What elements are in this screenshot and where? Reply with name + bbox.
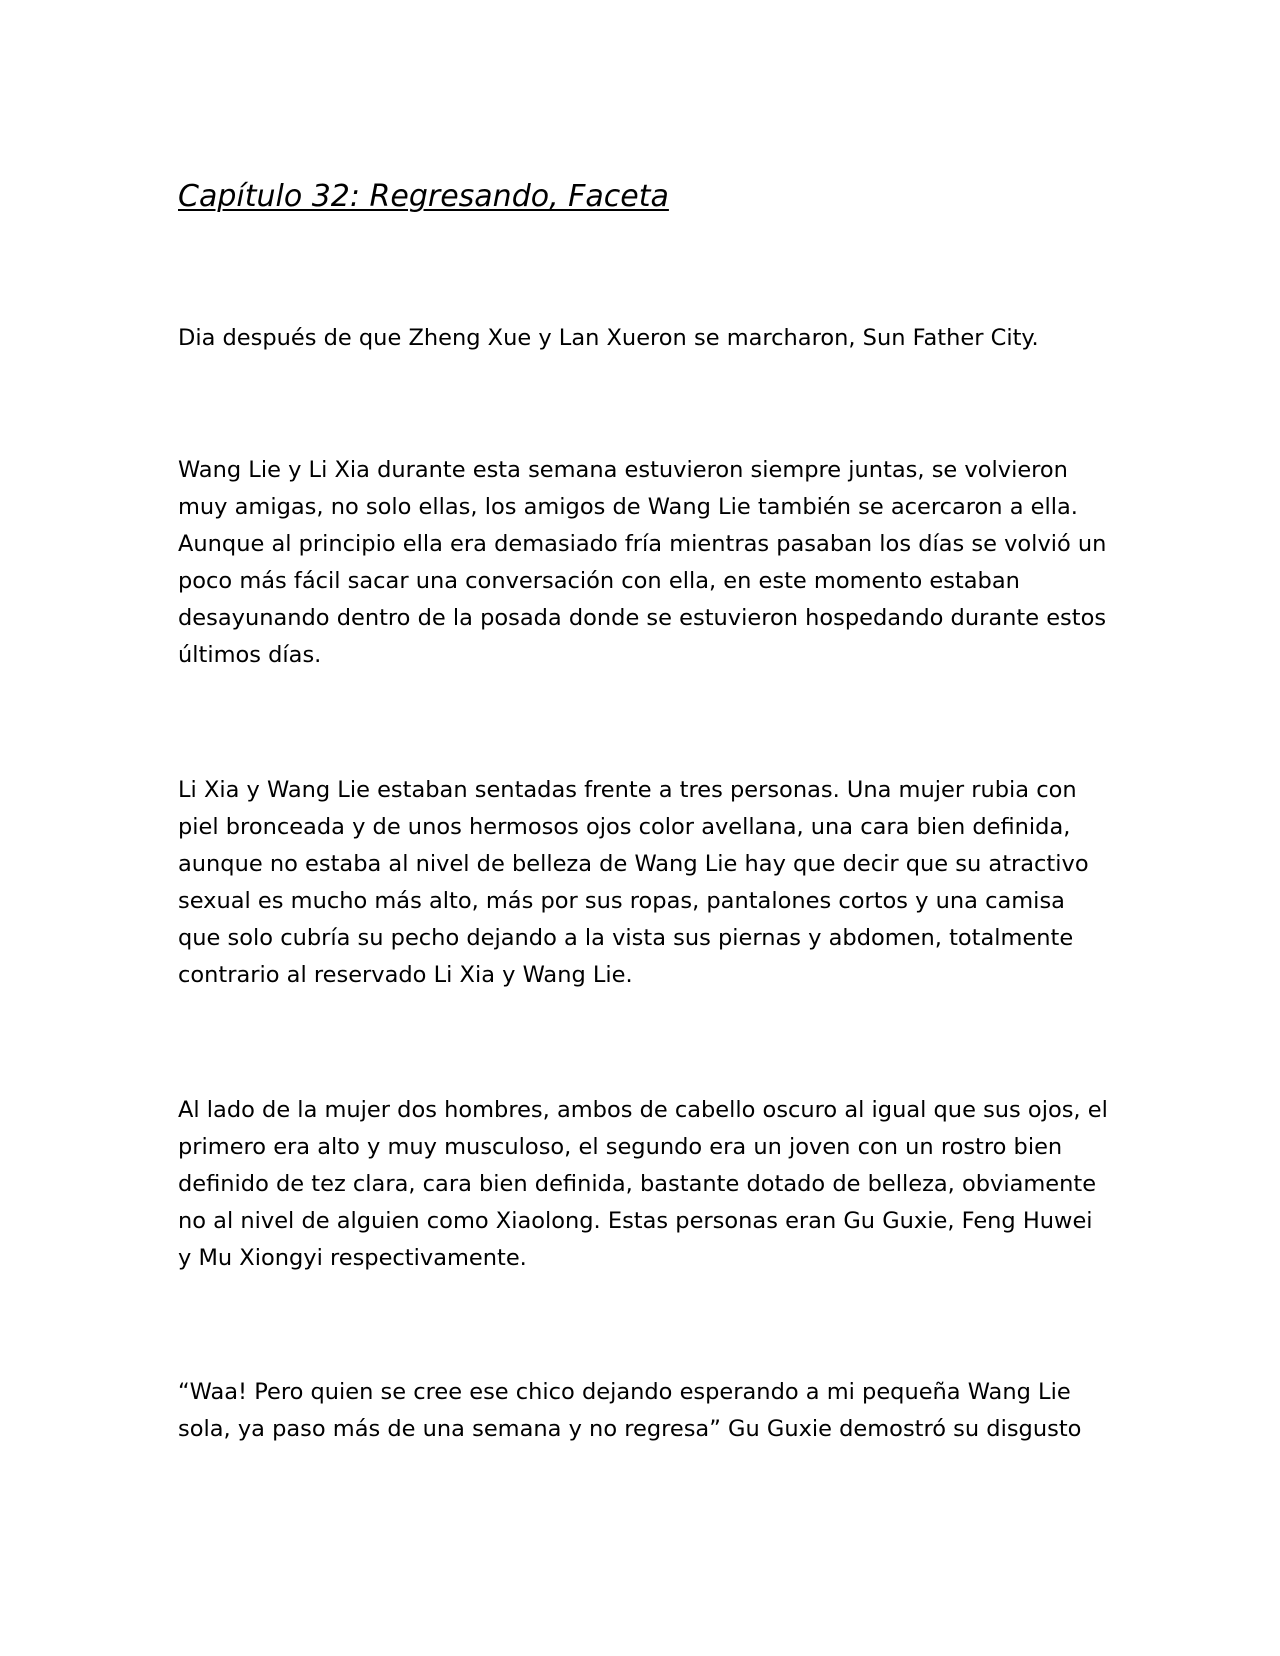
paragraph-2: Wang Lie y Li Xia durante esta semana estuvieron siempre juntas, se volvieron muy amigas, no solo ellas, los amigos de Wang Lie también se acercaron a ella. Aunque al principio ella era demasiado fría mientras pasaban los días se volvió un poco más fácil sacar una conversación con ella, en este momento estaban desayunando dentro de la posada donde se estuvieron hospedando durante estos últimos días. <box>178 457 1107 668</box>
paragraph-5: “Waa! Pero quien se cree ese chico dejando esperando a mi pequeña Wang Lie sola, ya paso más de una semana y no regresa” Gu Guxie demostró su disgusto <box>178 1379 1082 1442</box>
paragraph-3: Li Xia y Wang Lie estaban sentadas frente a tres personas. Una mujer rubia con piel bronceada y de unos hermosos ojos color avellana, una cara bien definida, aunque no estaba al nivel de belleza de Wang Lie hay que decir que su atractivo sexual es mucho más alto, más por sus ropas, pantalones cortos y una camisa que solo cubría su pecho dejando a la vista sus piernas y abdomen, totalmente contrario al reservado Li Xia y Wang Lie. <box>178 777 1089 988</box>
paragraph-1: Dia después de que Zheng Xue y Lan Xueron se marcharon, Sun Father City. <box>178 325 1039 351</box>
paragraph-4: Al lado de la mujer dos hombres, ambos de cabello oscuro al igual que sus ojos, el primero era alto y muy musculoso, el segundo era un joven con un rostro bien definido de tez clara, cara bien definida, bastante dotado de belleza, obviamente no al nivel de alguien como Xiaolong. Estas personas eran Gu Guxie, Feng Huwei y Mu Xiongyi respectivamente. <box>178 1097 1108 1271</box>
chapter-title: Capítulo 32: Regresando, Faceta <box>178 179 669 214</box>
